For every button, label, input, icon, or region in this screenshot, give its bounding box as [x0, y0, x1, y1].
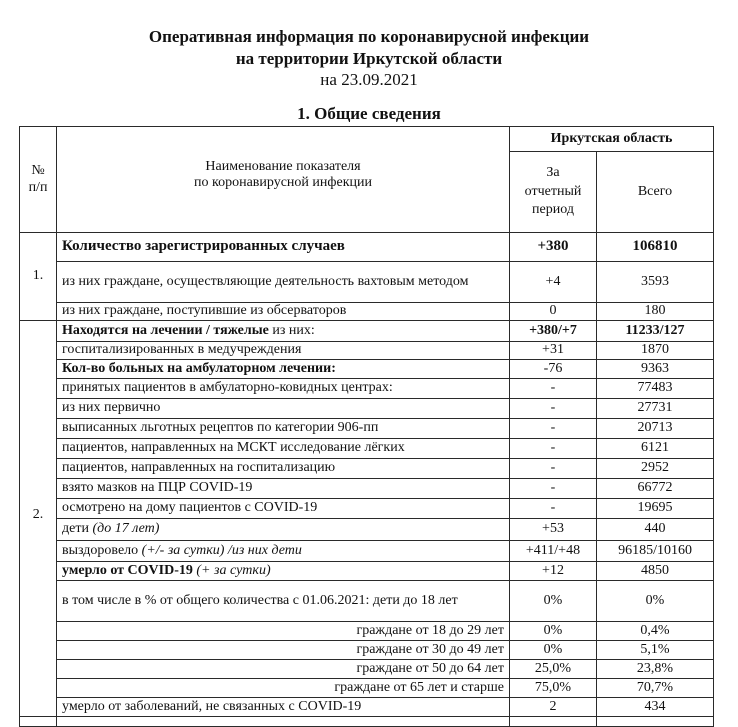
- row-label: граждане от 65 лет и старше: [57, 679, 510, 698]
- row-label: [57, 519, 510, 541]
- row-period: -: [510, 459, 597, 479]
- row-label: граждане от 18 до 29 лет: [57, 622, 510, 641]
- row-period: -76: [510, 360, 597, 379]
- section-title: 1. Общие сведения: [297, 104, 441, 123]
- row-label: [57, 541, 510, 562]
- row-label: выписанных льготных рецептов по категории 906-пп: [57, 419, 510, 439]
- row-total: 96185/10160: [597, 541, 714, 562]
- row-total: 434: [597, 698, 714, 717]
- table-row: [20, 581, 714, 622]
- group-number: 1.: [20, 233, 57, 321]
- row-label: граждане от 30 до 49 лет: [57, 641, 510, 660]
- row-total: 3593: [597, 262, 714, 303]
- row-period: 25,0%: [510, 660, 597, 679]
- row-total: 1870: [597, 342, 714, 360]
- row-label: умерло от заболеваний, не связанных с COVID-19: [57, 698, 510, 717]
- header-indicator-name: [57, 127, 510, 233]
- row-total: 70,7%: [597, 679, 714, 698]
- row-period: +380: [510, 233, 597, 262]
- header-region: Иркутская область: [510, 127, 714, 152]
- row-total: 19695: [597, 499, 714, 519]
- cutoff-cell: [510, 717, 597, 727]
- row-total: 0%: [597, 581, 714, 622]
- header-period-line2: отчетный: [524, 183, 582, 199]
- table-header-row: [20, 127, 714, 152]
- row-total: 77483: [597, 379, 714, 399]
- row-period: +31: [510, 342, 597, 360]
- cutoff-cell: [597, 717, 714, 727]
- table-row: [20, 519, 714, 541]
- row-period: -: [510, 439, 597, 459]
- row-total: 2952: [597, 459, 714, 479]
- row-period: +380/+7: [510, 321, 597, 342]
- row-period: +4: [510, 262, 597, 303]
- row-total: 20713: [597, 419, 714, 439]
- row-period: +53: [510, 519, 597, 541]
- row-label: осмотрено на дому пациентов с COVID-19: [57, 499, 510, 519]
- table-row-cutoff: [20, 717, 714, 727]
- table-row: [20, 399, 714, 419]
- group-number: 2.: [20, 321, 57, 717]
- row-label: граждане от 50 до 64 лет: [57, 660, 510, 679]
- table-row: [20, 499, 714, 519]
- row-total: 106810: [597, 233, 714, 262]
- table-row: [20, 303, 714, 321]
- row-label-text: дети: [62, 521, 93, 537]
- table-row: [20, 679, 714, 698]
- row-period: 75,0%: [510, 679, 597, 698]
- row-label-bold: умерло от COVID-19: [62, 562, 197, 578]
- row-period: 2: [510, 698, 597, 717]
- row-total: 440: [597, 519, 714, 541]
- table-row: [20, 379, 714, 399]
- cutoff-cell: [57, 717, 510, 727]
- row-period: -: [510, 399, 597, 419]
- row-label-bold: Находятся на лечении / тяжелые: [62, 322, 269, 338]
- row-label-italic: (+/- за сутки) /из них дети: [141, 542, 302, 558]
- row-period: 0%: [510, 622, 597, 641]
- header-number-line1: №: [31, 163, 45, 179]
- document-title-line1: Оперативная информация по коронавирусной инфекции: [148, 27, 590, 46]
- row-period: 0%: [510, 641, 597, 660]
- row-label: взято мазков на ПЦР COVID-19: [57, 479, 510, 499]
- table-row: [20, 459, 714, 479]
- table-row: [20, 342, 714, 360]
- row-label-italic: (до 17 лет): [92, 521, 160, 537]
- row-label: [57, 321, 510, 342]
- row-period: -: [510, 479, 597, 499]
- row-total: 180: [597, 303, 714, 321]
- row-label: из них граждане, поступившие из обсерваторов: [57, 303, 510, 321]
- header-number: [20, 127, 57, 233]
- table-row: [20, 562, 714, 581]
- row-label: пациентов, направленных на МСКТ исследование лёгких: [57, 439, 510, 459]
- table-row: [20, 360, 714, 379]
- row-label: из них граждане, осуществляющие деятельность вахтовым методом: [57, 262, 510, 303]
- table-row: [20, 698, 714, 717]
- header-indicator-line1: Наименование показателя: [205, 159, 361, 174]
- row-total: 5,1%: [597, 641, 714, 660]
- row-total: 11233/127: [597, 321, 714, 342]
- row-period: 0%: [510, 581, 597, 622]
- table-row: [20, 419, 714, 439]
- row-period: -: [510, 419, 597, 439]
- row-total: 4850: [597, 562, 714, 581]
- row-label: [57, 562, 510, 581]
- table-row: [20, 233, 714, 262]
- row-label: госпитализированных в медучреждения: [57, 342, 510, 360]
- header-indicator-line2: по коронавирусной инфекции: [194, 175, 372, 191]
- row-total: 9363: [597, 360, 714, 379]
- row-label-italic: (+ за сутки): [196, 562, 271, 578]
- table-row: [20, 479, 714, 499]
- table-row: [20, 641, 714, 660]
- row-period: 0: [510, 303, 597, 321]
- row-label-rest: из них:: [268, 322, 315, 338]
- row-label: в том числе в % от общего количества с 01.06.2021: дети до 18 лет: [57, 581, 510, 622]
- table-row: [20, 262, 714, 303]
- row-period: +411/+48: [510, 541, 597, 562]
- row-period: +12: [510, 562, 597, 581]
- row-period: -: [510, 379, 597, 399]
- table-row: [20, 622, 714, 641]
- row-label: Кол-во больных на амбулаторном лечении:: [57, 360, 510, 379]
- row-label: принятых пациентов в амбулаторно-ковидных центрах:: [57, 379, 510, 399]
- table-row: [20, 660, 714, 679]
- table-row: [20, 321, 714, 342]
- row-label-text: выздоровело: [62, 542, 142, 558]
- header-period-line3: период: [532, 202, 574, 218]
- covid-stats-table: [19, 126, 714, 727]
- row-label: из них первично: [57, 399, 510, 419]
- row-total: 23,8%: [597, 660, 714, 679]
- header-period: [510, 152, 597, 233]
- header-total: Всего: [597, 152, 714, 233]
- header-period-line1: За: [546, 164, 560, 180]
- document-title-line2: на территории Иркутской области: [235, 49, 503, 68]
- table-row: [20, 439, 714, 459]
- row-label: пациентов, направленных на госпитализацию: [57, 459, 510, 479]
- row-total: 27731: [597, 399, 714, 419]
- cutoff-cell: [20, 717, 57, 727]
- header-number-line2: п/п: [28, 179, 48, 195]
- row-total: 6121: [597, 439, 714, 459]
- row-label: Количество зарегистрированных случаев: [57, 233, 510, 262]
- report-date: на 23.09.2021: [320, 70, 418, 89]
- table-row: [20, 541, 714, 562]
- row-total: 0,4%: [597, 622, 714, 641]
- row-period: -: [510, 499, 597, 519]
- row-total: 66772: [597, 479, 714, 499]
